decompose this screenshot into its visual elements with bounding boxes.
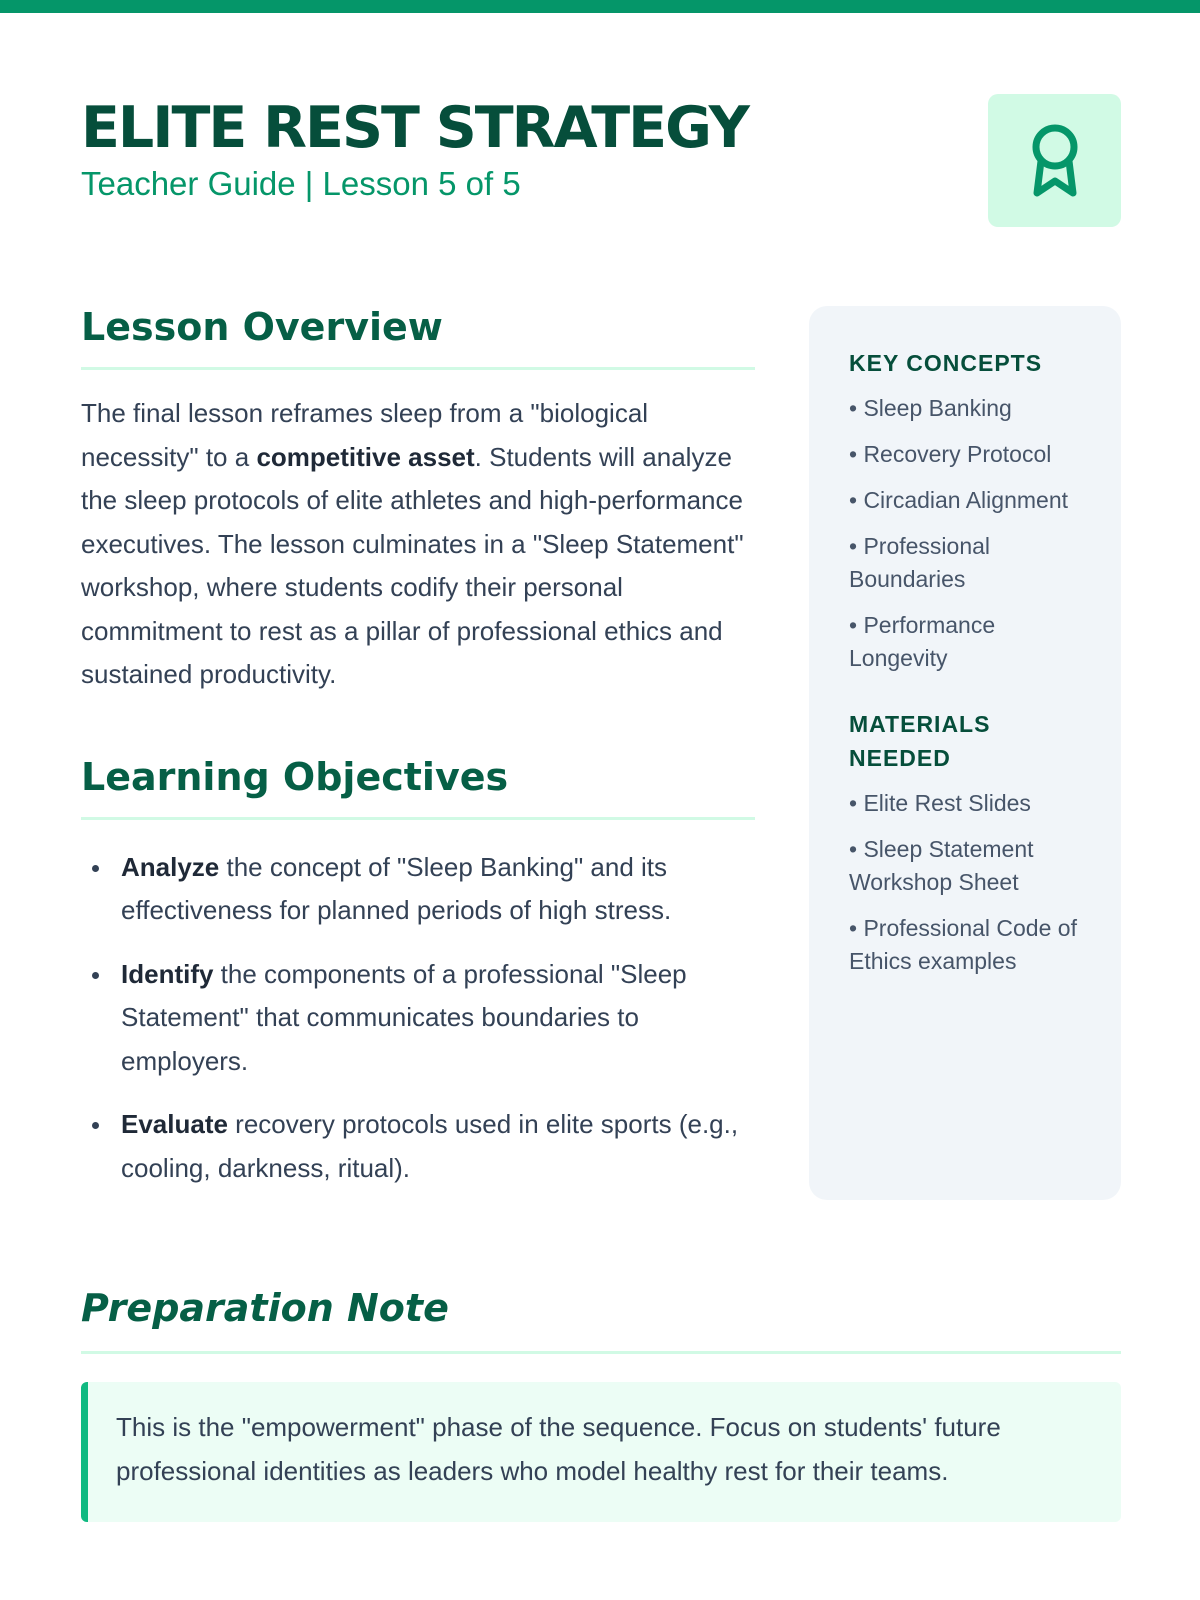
key-concepts-list — [849, 392, 1081, 675]
preparation-note: This is the "empowerment" phase of the sequence. Focus on students' future professional identities as leaders who model healthy rest for their teams. — [81, 1382, 1121, 1522]
key-concept-item: • Sleep Banking — [849, 395, 1012, 421]
objective-item — [81, 846, 755, 933]
key-concepts-heading: KEY CONCEPTS — [849, 350, 1043, 376]
key-concept-item: • Professional Boundaries — [849, 533, 991, 592]
overview-text-bold: competitive asset — [256, 441, 475, 472]
lesson-badge — [988, 94, 1121, 227]
objective-item — [81, 953, 755, 1084]
objective-text: recovery protocols used in elite sports (e.g., cooling, darkness, ritual). — [121, 1109, 739, 1183]
key-concept-item: • Circadian Alignment — [849, 487, 1068, 513]
overview-heading: Lesson Overview — [81, 303, 755, 370]
overview-text-start: The final lesson reframes sleep from a "biological necessity" to a — [81, 398, 649, 472]
preparation-heading: Preparation Note — [81, 1283, 1121, 1354]
objective-text: the components of a professional "Sleep Statement" that communicates boundaries to employers. — [121, 958, 687, 1076]
overview-text-end: . Students will analyze the sleep protocols of elite athletes and high-performance executives. The lesson culminates in a "Sleep Statement" workshop, where students codify their personal commitment to rest as a pillar of professional ethics and sustained productivity. — [81, 441, 744, 689]
key-concept-item: • Performance Longevity — [849, 612, 996, 671]
objective-text: the concept of "Sleep Banking" and its effectiveness for planned periods of high stress. — [121, 851, 672, 925]
materials-heading: MATERIALS NEEDED — [849, 711, 991, 771]
page-header — [81, 92, 1121, 227]
materials-list — [849, 787, 1081, 978]
objective-verb: Identify — [121, 958, 214, 989]
material-item: • Sleep Statement Workshop Sheet — [849, 836, 1034, 895]
objectives-section — [81, 753, 755, 1191]
overview-section — [81, 303, 755, 697]
objectives-heading: Learning Objectives — [81, 753, 755, 820]
key-concept-item: • Recovery Protocol — [849, 441, 1052, 467]
material-item: • Professional Code of Ethics examples — [849, 915, 1077, 974]
page-subtitle: Teacher Guide | Lesson 5 of 5 — [81, 165, 521, 202]
objective-item — [81, 1103, 755, 1190]
sidebar-panel — [809, 306, 1121, 1200]
objective-verb: Analyze — [121, 851, 220, 882]
top-accent-bar — [0, 0, 1200, 13]
preparation-section — [81, 1283, 1121, 1522]
award-ribbon-icon — [1027, 121, 1083, 201]
objectives-list — [81, 846, 755, 1191]
overview-paragraph — [81, 392, 755, 697]
material-item: • Elite Rest Slides — [849, 790, 1031, 816]
main-content — [81, 303, 755, 1210]
objective-verb: Evaluate — [121, 1109, 228, 1139]
page-title: ELITE REST STRATEGY — [81, 95, 748, 161]
